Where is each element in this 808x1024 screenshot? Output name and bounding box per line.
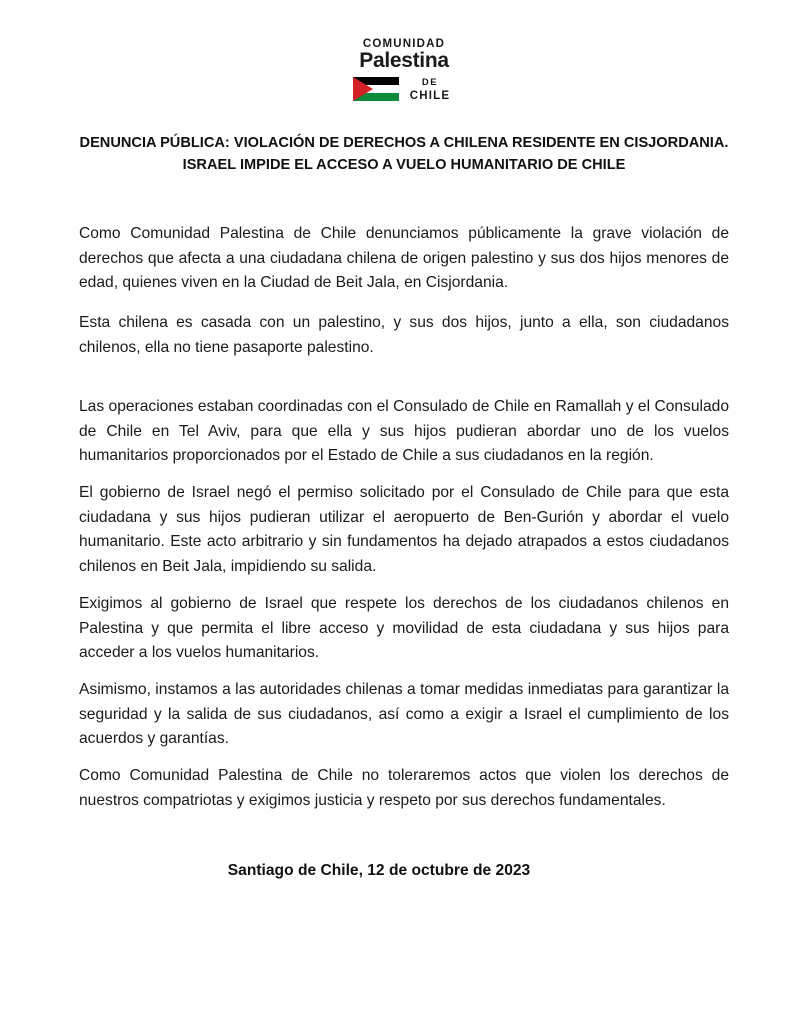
paragraph-1: Como Comunidad Palestina de Chile denunciamos públicamente la grave violación de derechos que afecta a una ciudadana chilena de origen palestino y sus dos hijos menores de edad, quienes viven en la Ciudad de Beit Jala, en Cisjordania.: [79, 225, 729, 291]
logo-text-de: DE: [421, 77, 439, 88]
paragraph-4: El gobierno de Israel negó el permiso solicitado por el Consulado de Chile para que esta ciudadana y sus hijos pudieran utilizar el aeropuerto de Ben-Gurión y abordar el vuelo humanitario. Este acto arbitrario y sin fundamentos ha dejado atrapados a estos ciudadanos chilenos en Beit Jala, impidiendo su salida.: [79, 484, 729, 575]
document-title: [40, 132, 768, 176]
paragraph-2: Esta chilena es casada con un palestino, y sus dos hijos, junto a ella, son ciudadanos chilenos, ella no tiene pasaporte palestino.: [79, 314, 729, 356]
title-line-1: DENUNCIA PÚBLICA: VIOLACIÓN DE DERECHOS A CHILENA RESIDENTE EN CISJORDANIA.: [79, 135, 729, 151]
paragraph-7: Como Comunidad Palestina de Chile no toleraremos actos que violen los derechos de nuestros compatriotas y exigimos justicia y respeto por sus derechos fundamentales.: [79, 767, 729, 809]
logo-text-palestina: Palestina: [359, 49, 449, 72]
paragraph-6: Asimismo, instamos a las autoridades chilenas a tomar medidas inmediatas para garantizar la seguridad y la salida de sus ciudadanos, así como a exigir a Israel el cumplimiento de los acuerdos y garantías.: [79, 681, 729, 747]
paragraph-3: Las operaciones estaban coordinadas con el Consulado de Chile en Ramallah y el Consulado de Chile en Tel Aviv, para que ella y sus hijos pudieran abordar uno de los vuelos humanitarios proporcionados por el Estado de Chile a sus ciudadanos en la región.: [79, 398, 729, 464]
palestine-flag-icon: [353, 77, 399, 101]
logo-text-comunidad: COMUNIDAD: [362, 38, 446, 50]
signoff-date: Santiago de Chile, 12 de octubre de 2023: [227, 862, 531, 879]
organization-logo: [352, 38, 462, 106]
title-line-2: ISRAEL IMPIDE EL ACCESO A VUELO HUMANITARIO DE CHILE: [182, 157, 626, 173]
logo-text-chile: CHILE: [409, 90, 451, 102]
paragraph-5: Exigimos al gobierno de Israel que respete los derechos de los ciudadanos chilenos en Palestina y que permita el libre acceso y movilidad de esta ciudadana y sus hijos para acceder a los vuelos humanitarios.: [79, 595, 729, 661]
